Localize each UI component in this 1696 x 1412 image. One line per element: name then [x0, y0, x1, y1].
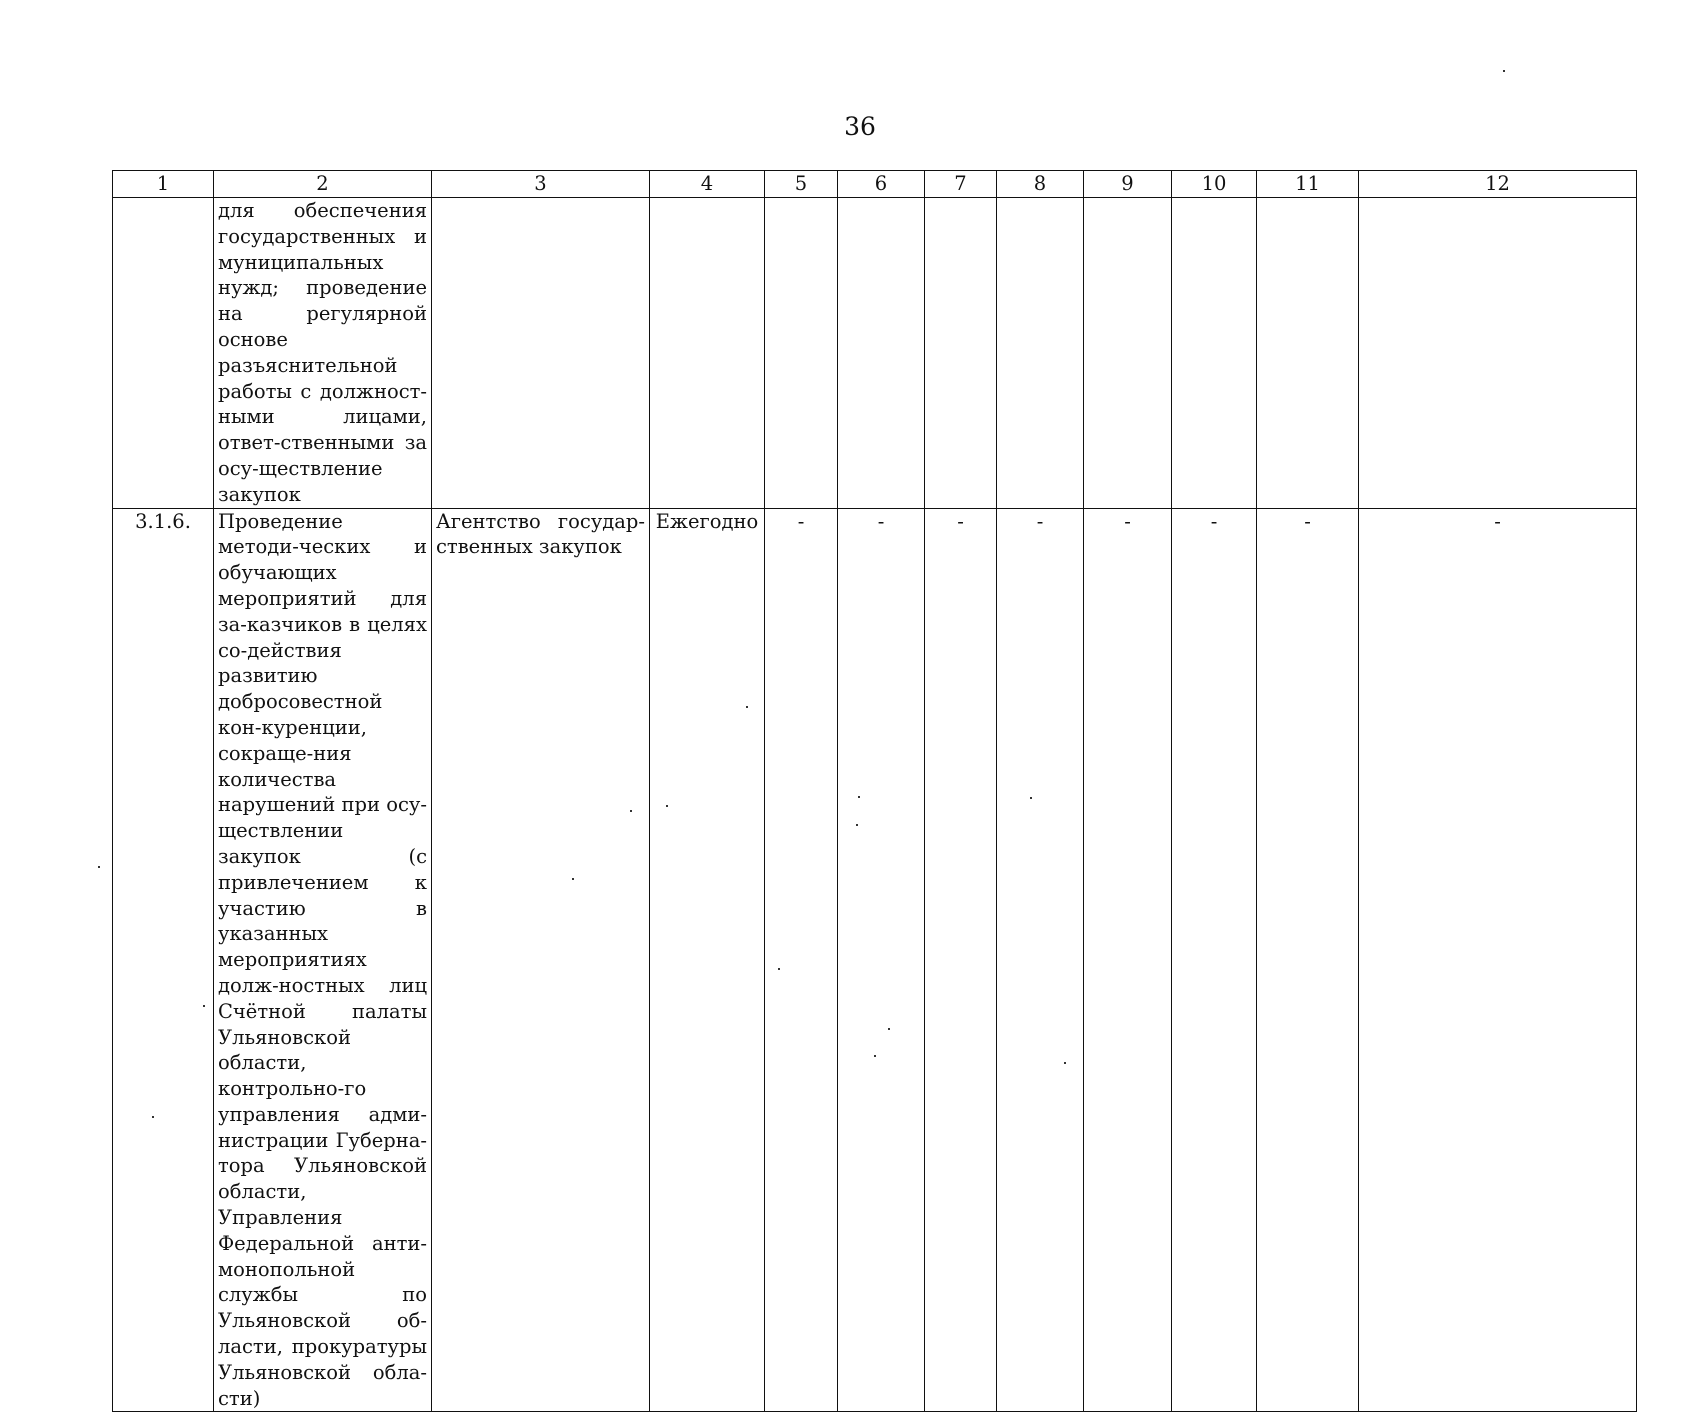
cell-col-5: - [765, 508, 838, 1412]
measure-description: Проведение методи-ческих и обучающих мероприятий для за-казчиков в целях со-действия развитию добросовестной кон-куренции, сокраще-ния количества нарушений при осу-ществлении закупок (с привлечением к участию в указанных мероприятиях долж-ностных лиц Счётной палаты Ульяновской области, контрольно-го управления адми-нистрации Губерна-тора Ульяновской области, Управления Федеральной анти-монопольной службы по Ульяновской об-ласти, прокуратуры Ульяновской обла-сти) [214, 508, 432, 1412]
executor-cell [432, 198, 650, 509]
scan-speck [203, 1005, 205, 1007]
cell-col-5 [765, 198, 838, 509]
scan-speck [152, 1116, 154, 1118]
cell-col-9 [1084, 198, 1172, 509]
scan-speck [98, 866, 100, 868]
column-header-1: 1 [113, 171, 214, 198]
column-header-10: 10 [1172, 171, 1257, 198]
scan-speck [666, 805, 668, 807]
scan-speck [856, 824, 858, 826]
cell-col-6 [838, 198, 925, 509]
executor-cell: Агентство государ-ственных закупок [432, 508, 650, 1412]
column-header-2: 2 [214, 171, 432, 198]
cell-col-7 [925, 198, 997, 509]
cell-col-6: - [838, 508, 925, 1412]
period-cell [650, 198, 765, 509]
cell-col-9: - [1084, 508, 1172, 1412]
row-number [113, 198, 214, 509]
row-number: 3.1.6. [113, 508, 214, 1412]
column-header-4: 4 [650, 171, 765, 198]
scan-speck [1064, 1062, 1066, 1064]
column-header-3: 3 [432, 171, 650, 198]
scan-speck [888, 1028, 890, 1030]
scan-speck [572, 878, 574, 880]
period-cell: Ежегодно [650, 508, 765, 1412]
table-row [113, 508, 1637, 1412]
column-header-9: 9 [1084, 171, 1172, 198]
cell-col-11 [1257, 198, 1359, 509]
column-header-12: 12 [1359, 171, 1637, 198]
cell-col-10: - [1172, 508, 1257, 1412]
page-number: 36 [844, 112, 876, 141]
cell-col-8: - [997, 508, 1084, 1412]
measure-description: для обеспечения государственных и муниципальных нужд; проведение на регулярной основе разъяснительной работы с должност-ными лицами, ответ-ственными за осу-ществление закупок [214, 198, 432, 509]
scan-speck [1503, 70, 1505, 72]
cell-col-11: - [1257, 508, 1359, 1412]
table-row [113, 198, 1637, 509]
scan-speck [630, 810, 632, 812]
cell-col-12: - [1359, 508, 1637, 1412]
column-header-11: 11 [1257, 171, 1359, 198]
scan-speck [858, 796, 860, 798]
cell-col-10 [1172, 198, 1257, 509]
column-header-7: 7 [925, 171, 997, 198]
cell-col-7: - [925, 508, 997, 1412]
scan-speck [1030, 797, 1032, 799]
column-header-6: 6 [838, 171, 925, 198]
column-header-8: 8 [997, 171, 1084, 198]
plan-table [112, 170, 1637, 1412]
cell-col-12 [1359, 198, 1637, 509]
scan-speck [778, 968, 780, 970]
cell-col-8 [997, 198, 1084, 509]
scan-speck [746, 706, 748, 708]
column-header-5: 5 [765, 171, 838, 198]
scan-speck [874, 1055, 876, 1057]
header-row [113, 171, 1637, 198]
